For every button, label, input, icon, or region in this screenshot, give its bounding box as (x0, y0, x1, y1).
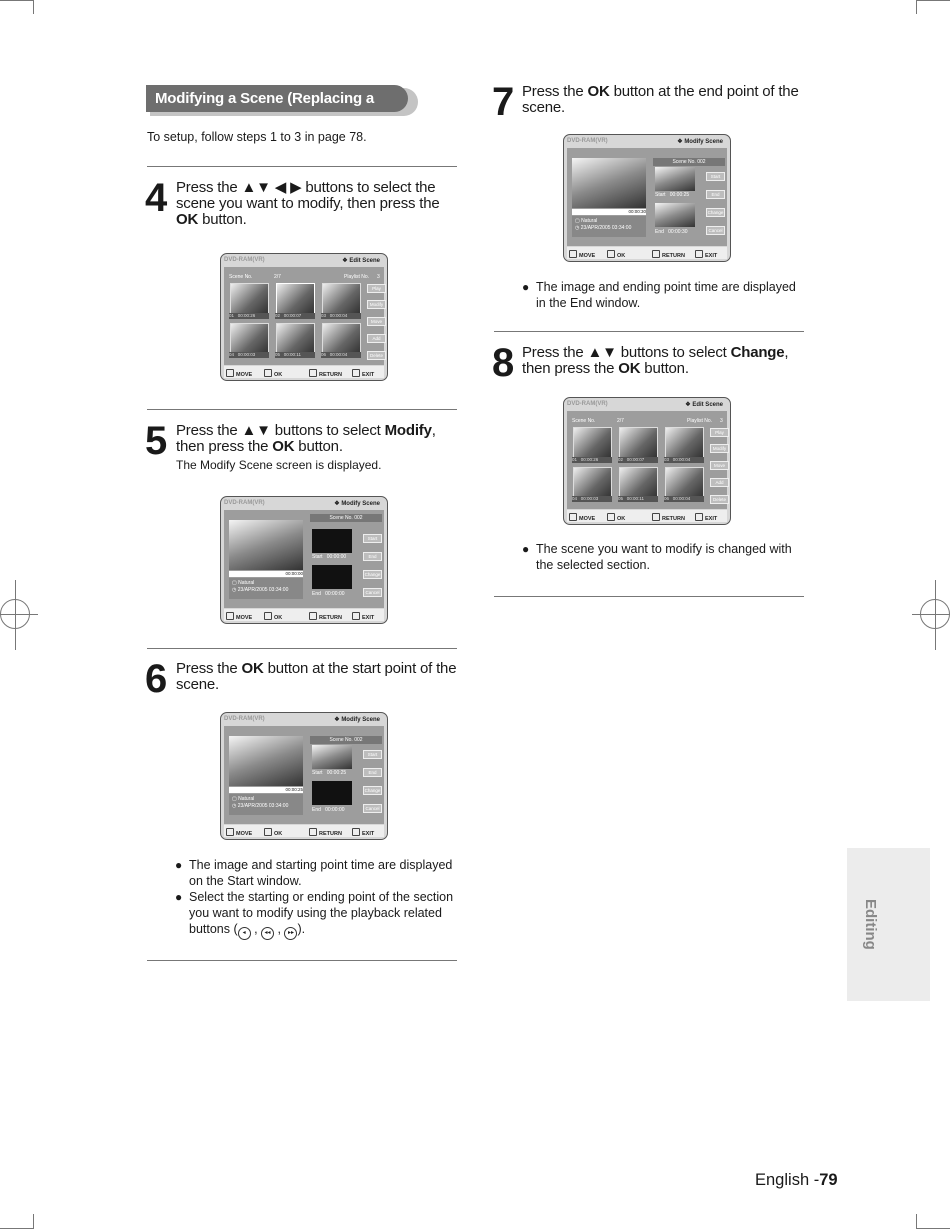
step-8-text: Press the ▲▼ buttons to select Change, then press the OK button. (522, 344, 789, 377)
registration-line (15, 580, 16, 650)
scene-thumbnail[interactable] (619, 427, 658, 458)
move-button[interactable]: Move (710, 461, 729, 470)
footer-exit: EXIT (362, 615, 375, 621)
modify-scene-screen (220, 712, 388, 840)
divider (147, 960, 457, 961)
thumb-label: 02 00:00:07 (275, 313, 315, 319)
bullet-item: ● The image and ending point time are displayed in the End window. (522, 280, 796, 310)
scene-no-label: Scene No. (572, 418, 596, 424)
start-window (312, 745, 352, 769)
crop-mark (33, 1214, 34, 1229)
screen-title: ❖ Modify Scene (677, 139, 723, 145)
scene-thumbnail[interactable] (230, 283, 269, 314)
thumb-label: 03 00:00:04 (664, 457, 704, 463)
footer-return: RETURN (662, 253, 685, 259)
footer-move: MOVE (579, 516, 596, 522)
progress-bar: 00:00:00 (229, 571, 303, 577)
footer-move: MOVE (579, 253, 596, 259)
crop-mark (916, 1214, 917, 1229)
screen-footer (567, 510, 727, 522)
thumb-label: 06 00:00:04 (321, 352, 361, 358)
bullet-item: ● Select the starting or ending point of the section you want to modify using the playback related buttons ( ◂ , ◂◂ , ▸▸ ). (175, 889, 460, 940)
start-button[interactable]: Start (363, 534, 382, 543)
step-number: 5 (145, 419, 167, 463)
start-label: Start 00:00:25 (655, 192, 690, 198)
registration-line (0, 614, 38, 615)
step-number: 7 (492, 80, 514, 124)
cancel-button[interactable]: Cancel (363, 804, 382, 813)
info-panel: ▢ Natural ◷ 23/APR/2005 03:34:00 (229, 578, 303, 599)
end-label: End 00:00:30 (655, 229, 688, 235)
chapter-tab-label: Editing (862, 899, 879, 950)
footer-return: RETURN (662, 516, 685, 522)
end-label: End 00:00:00 (312, 807, 345, 813)
divider (147, 648, 457, 649)
edit-scene-screen (563, 397, 731, 525)
thumb-label: 01 00:00:26 (572, 457, 612, 463)
step-5-subtext: The Modify Scene screen is displayed. (176, 458, 382, 472)
section-title: Modifying a Scene (Replacing a Scene) (146, 85, 408, 112)
start-window (655, 167, 695, 191)
thumb-label: 05 00:00:11 (275, 352, 315, 358)
divider (147, 166, 457, 167)
scene-thumbnail[interactable] (276, 283, 315, 314)
screen-title: ❖ Edit Scene (685, 402, 723, 408)
divider (494, 331, 804, 332)
progress-bar: 00:00:30 (572, 209, 646, 215)
change-button[interactable]: Change (364, 788, 381, 793)
change-button[interactable]: Change (364, 572, 381, 577)
progress-bar: 00:00:25 (229, 787, 303, 793)
footer-move: MOVE (236, 615, 253, 621)
disc-label: DVD-RAM(VR) (567, 138, 608, 144)
step-number: 4 (145, 176, 167, 220)
disc-label: DVD-RAM(VR) (567, 401, 608, 407)
thumb-label: 02 00:00:07 (618, 457, 658, 463)
screen-title: ❖ Modify Scene (334, 501, 380, 507)
play-button[interactable]: Play (367, 284, 386, 293)
page-number: English -79 (755, 1171, 838, 1189)
screen-footer (567, 247, 727, 259)
footer-return: RETURN (319, 372, 342, 378)
divider (147, 409, 457, 410)
disc-label: DVD-RAM(VR) (224, 716, 265, 722)
step-number: 6 (145, 657, 167, 701)
end-window (312, 781, 352, 805)
delete-button[interactable]: Delete (367, 351, 386, 360)
footer-move: MOVE (236, 831, 253, 837)
end-label: End 00:00:00 (312, 591, 345, 597)
footer-ok: OK (274, 615, 283, 621)
scene-count: 2/7 (274, 274, 281, 280)
preview-image (229, 520, 303, 570)
screen-footer (224, 366, 384, 378)
start-button[interactable]: Start (363, 750, 382, 759)
step-4-text: Press the ▲▼ ◀ ▶ buttons to select the scene you want to modify, then press the OK button. (176, 179, 440, 228)
thumb-label: 04 00:00:03 (229, 352, 269, 358)
disc-label: DVD-RAM(VR) (224, 257, 265, 263)
footer-exit: EXIT (705, 516, 718, 522)
info-panel: ▢ Natural ◷ 23/APR/2005 03:34:00 (572, 216, 646, 237)
start-button[interactable]: Start (706, 172, 725, 181)
screen-title: ❖ Edit Scene (342, 258, 380, 264)
scene-count: 2/7 (617, 418, 624, 424)
preview-image (572, 158, 646, 208)
end-window (655, 203, 695, 227)
scene-thumbnail[interactable] (230, 323, 269, 354)
modify-button[interactable]: Modify (710, 444, 729, 453)
footer-ok: OK (617, 516, 626, 522)
registration-line (935, 580, 936, 650)
footer-move: MOVE (236, 372, 253, 378)
footer-return: RETURN (319, 831, 342, 837)
footer-ok: OK (274, 372, 283, 378)
scene-thumbnail[interactable] (573, 427, 612, 458)
scene-no-bar: Scene No. 002 (310, 736, 382, 744)
preview-image (229, 736, 303, 786)
modify-button[interactable]: Modify (367, 300, 386, 309)
bullet-item: ● The scene you want to modify is changed with the selected section. (522, 542, 792, 572)
end-window (312, 565, 352, 589)
playlist-no-label: Playlist No. (344, 274, 370, 280)
scene-no-bar: Scene No. 002 (653, 158, 725, 166)
playlist-no-value: 3 (377, 274, 380, 280)
step-7-text: Press the OK button at the end point of the scene. (522, 83, 799, 116)
screen-footer (224, 609, 384, 621)
edit-scene-screen (220, 253, 388, 381)
thumb-label: 03 00:00:04 (321, 313, 361, 319)
screen-title: ❖ Modify Scene (334, 717, 380, 723)
divider (494, 596, 804, 597)
scene-thumbnail[interactable] (665, 427, 704, 458)
footer-exit: EXIT (362, 831, 375, 837)
crop-mark (0, 0, 34, 1)
screen-footer (224, 825, 384, 837)
crop-mark (916, 0, 950, 1)
move-button[interactable]: Move (367, 317, 386, 326)
thumb-label: 05 00:00:11 (618, 496, 658, 502)
modify-scene-screen (220, 496, 388, 624)
scene-thumbnail[interactable] (322, 323, 361, 354)
end-button[interactable]: End (706, 190, 725, 199)
playlist-no-label: Playlist No. (687, 418, 713, 424)
playlist-no-value: 3 (720, 418, 723, 424)
scene-thumbnail[interactable] (322, 283, 361, 314)
start-label: Start 00:00:25 (312, 770, 347, 776)
info-panel: ▢ Natural ◷ 23/APR/2005 03:34:00 (229, 794, 303, 815)
play-button[interactable]: Play (710, 428, 729, 437)
footer-exit: EXIT (362, 372, 375, 378)
crop-mark (916, 0, 917, 14)
step-6-text: Press the OK button at the start point of the scene. (176, 660, 457, 693)
crop-mark (33, 0, 34, 14)
disc-label: DVD-RAM(VR) (224, 500, 265, 506)
thumb-label: 04 00:00:03 (572, 496, 612, 502)
scene-thumbnail[interactable] (276, 323, 315, 354)
bullet-item: ● The image and starting point time are displayed on the Start window. (175, 858, 453, 888)
end-button[interactable]: End (363, 768, 382, 777)
footer-ok: OK (617, 253, 626, 259)
end-button[interactable]: End (363, 552, 382, 561)
footer-return: RETURN (319, 615, 342, 621)
delete-button[interactable]: Delete (710, 495, 729, 504)
scene-thumbnail[interactable] (665, 467, 704, 498)
footer-exit: EXIT (705, 253, 718, 259)
start-window (312, 529, 352, 553)
change-button[interactable]: Change (707, 210, 724, 215)
step-number: 8 (492, 341, 514, 385)
add-button[interactable]: Add (710, 478, 729, 487)
thumb-label: 06 00:00:04 (664, 496, 704, 502)
cancel-button[interactable]: Cancel (706, 226, 725, 235)
scene-no-bar: Scene No. 002 (310, 514, 382, 522)
thumb-label: 01 00:00:26 (229, 313, 269, 319)
fast-forward-icon: ▸▸ (284, 927, 297, 940)
scene-no-label: Scene No. (229, 274, 253, 280)
modify-scene-screen (563, 134, 731, 262)
chapter-tab (847, 848, 930, 1001)
registration-line (912, 614, 950, 615)
footer-ok: OK (274, 831, 283, 837)
add-button[interactable]: Add (367, 334, 386, 343)
cancel-button[interactable]: Cancel (363, 588, 382, 597)
rewind-icon: ◂◂ (261, 927, 274, 940)
scene-thumbnail[interactable] (619, 467, 658, 498)
step-5-text: Press the ▲▼ buttons to select Modify, then press the OK button. (176, 422, 436, 455)
scene-thumbnail[interactable] (573, 467, 612, 498)
start-label: Start 00:00:00 (312, 554, 347, 560)
intro-text: To setup, follow steps 1 to 3 in page 78. (147, 130, 367, 144)
skip-back-icon: ◂ (238, 927, 251, 940)
